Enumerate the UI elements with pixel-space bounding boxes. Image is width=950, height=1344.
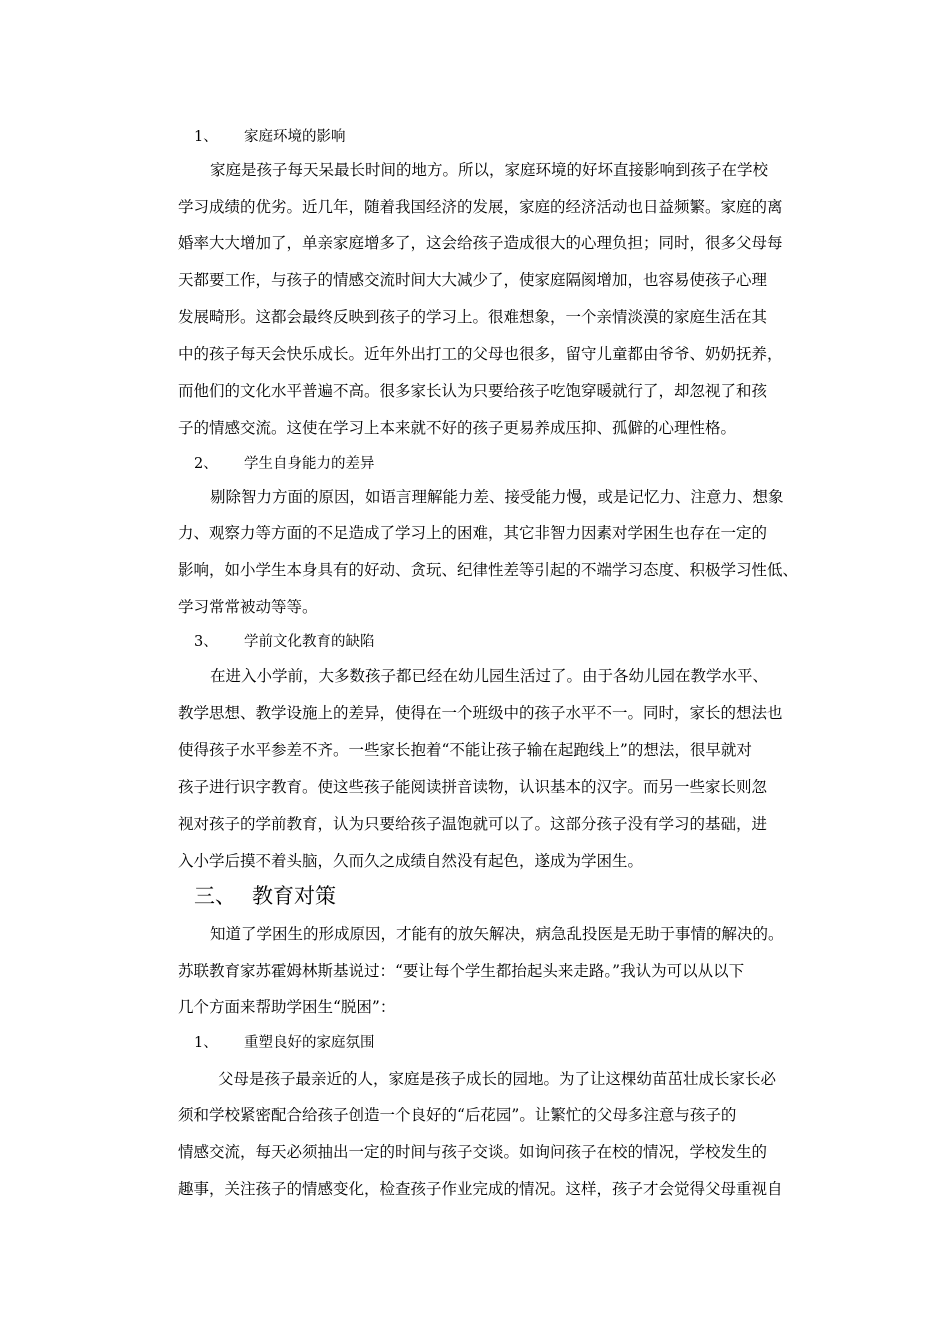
paragraph-line: 影响，如小学生本身具有的好动、贪玩、纪律性差等引起的不端学习态度、积极学习性低、 <box>178 561 799 579</box>
paragraph-line: 趣事，关注孩子的情感变化，检查孩子作业完成的情况。这样，孩子才会觉得父母重视自 <box>178 1180 783 1198</box>
heading-number: 1、 <box>194 129 218 145</box>
paragraph-line: 婚率大大增加了，单亲家庭增多了，这会给孩子造成很大的心理负担；同时，很多父母每 <box>178 234 783 252</box>
paragraph-line: 子的情感交流。这使在学习上本来就不好的孩子更易养成压抑、孤僻的心理性格。 <box>178 419 737 437</box>
paragraph-line: 中的孩子每天会快乐成长。近年外出打工的父母也很多，留守儿童都由爷爷、奶奶抚养， <box>178 345 783 363</box>
paragraph-line: 情感交流，每天必须抽出一定的时间与孩子交谈。如询问孩子在校的情况，学校发生的 <box>178 1143 768 1161</box>
paragraph-line: 学习成绩的优劣。近几年，随着我国经济的发展，家庭的经济活动也日益频繁。家庭的离 <box>178 198 783 216</box>
paragraph-line: 天都要工作，与孩子的情感交流时间大大减少了，使家庭隔阂增加，也容易使孩子心理 <box>178 271 768 289</box>
heading-number: 2、 <box>194 456 218 472</box>
subsection-heading-preschool <box>178 632 818 652</box>
paragraph-line: 教学思想、教学设施上的差异，使得在一个班级中的孩子水平不一。同时，家长的想法也 <box>178 704 783 722</box>
paragraph-line: 力、观察力等方面的不足造成了学习上的困难，其它非智力因素对学困生也存在一定的 <box>178 524 768 542</box>
paragraph-line: 家庭是孩子每天呆最长时间的地方。所以，家庭环境的好坏直接影响到孩子在学校 <box>210 161 769 179</box>
subsection-heading-family-environment <box>178 127 818 147</box>
subsection-heading-family-atmosphere <box>178 1033 818 1053</box>
heading-title: 家庭环境的影响 <box>244 129 346 145</box>
paragraph-line: 而他们的文化水平普遍不高。很多家长认为只要给孩子吃饱穿暖就行了，却忽视了和孩 <box>178 382 768 400</box>
paragraph-line: 父母是孩子最亲近的人，家庭是孩子成长的园地。为了让这棵幼苗茁壮成长家长必 <box>218 1070 777 1088</box>
section-title: 教育对策 <box>252 884 336 908</box>
paragraph-line: 苏联教育家苏霍姆林斯基说过：“要让每个学生都抬起头来走路。”我认为可以从以下 <box>178 962 745 980</box>
paragraph-line: 孩子进行识字教育。使这些孩子能阅读拼音读物，认识基本的汉字。而另一些家长则忽 <box>178 778 768 796</box>
paragraph-line: 须和学校紧密配合给孩子创造一个良好的“后花园”。让繁忙的父母多注意与孩子的 <box>178 1106 737 1124</box>
paragraph-line: 发展畸形。这都会最终反映到孩子的学习上。很难想象，一个亲情淡漠的家庭生活在其 <box>178 308 768 326</box>
section-number: 三、 <box>194 884 236 908</box>
paragraph-line: 剔除智力方面的原因，如语言理解能力差、接受能力慢，或是记忆力、注意力、想象 <box>210 488 784 506</box>
paragraph-line: 在进入小学前，大多数孩子都已经在幼儿园生活过了。由于各幼儿园在教学水平、 <box>210 667 769 685</box>
heading-title: 学前文化教育的缺陷 <box>244 634 375 650</box>
heading-number: 1、 <box>194 1035 218 1051</box>
subsection-heading-student-ability <box>178 454 818 474</box>
paragraph-line: 入小学后摸不着头脑，久而久之成绩自然没有起色，遂成为学困生。 <box>178 852 644 870</box>
paragraph-line: 使得孩子水平参差不齐。一些家长抱着“不能让孩子输在起跑线上”的想法，很早就对 <box>178 741 752 759</box>
heading-title: 重塑良好的家庭氛围 <box>244 1035 375 1051</box>
paragraph-line: 视对孩子的学前教育，认为只要给孩子温饱就可以了。这部分孩子没有学习的基础，进 <box>178 815 768 833</box>
heading-number: 3、 <box>194 634 218 650</box>
paragraph-line: 知道了学困生的形成原因，才能有的放矢解决，病急乱投医是无助于事情的解决的。 <box>210 925 784 943</box>
paragraph-line: 学习常常被动等等。 <box>178 598 318 616</box>
heading-title: 学生自身能力的差异 <box>244 456 375 472</box>
paragraph-line: 几个方面来帮助学困生“脱困”： <box>178 998 396 1016</box>
section-heading-education-strategies <box>194 883 494 909</box>
